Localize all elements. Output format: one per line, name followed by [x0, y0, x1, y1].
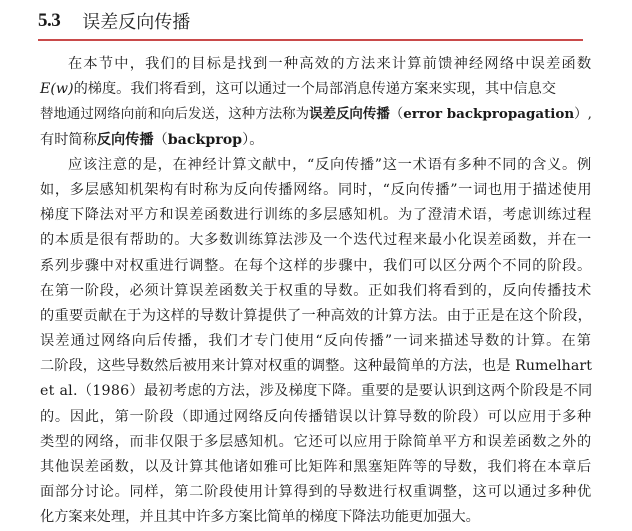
body-text	[40, 52, 592, 531]
text-line: 在第一阶段，必须计算误差函数关于权重的导数。正如我们将看到的，反向传播技术	[40, 282, 592, 299]
text-line: 的重要贡献在于为这样的导数计算提供了一种高效的计算方法。由于正是在这个阶段，	[40, 307, 593, 324]
term-english-bold: backprop	[167, 131, 243, 148]
text-line: 如，多层感知机架构有时称为反向传播网络。同时，“反向传播”一词也用于描述使用	[40, 181, 593, 198]
text-line: 的。因此，第一阶段（即通过网络反向传播错误以计算导数的阶段）可以应用于多种	[40, 408, 592, 425]
text-line: 其他误差函数，以及计算其他诸如雅可比矩阵和黑塞矩阵等的导数，我们将在本章后	[40, 459, 592, 475]
math-expression: E(w)	[40, 81, 74, 98]
text-line: E(w) 的梯度。我们将看到，这可以通过一个局部消息传递方案来实现，其中信息交	[40, 77, 592, 102]
text-line: 化方案来处理，并且其中许多方案比简单的梯度下降法功能更加强大。	[40, 509, 480, 526]
text-line: 的本质是很有帮助的。大多数训练算法涉及一个迭代过程来最小化误差函数，并在一	[40, 232, 592, 249]
text-line: et al.（1986）最初考虑的方法，涉及梯度下降。重要的是要认识到这两个阶段是不同	[40, 383, 593, 400]
text-line: 面部分讨论。同样，第二阶段使用计算得到的导数进行权重调整，这可以通过多种优	[40, 484, 592, 501]
term-bold: 误差反向传播	[309, 106, 390, 123]
text-line: 系列步骤中对权重进行调整。在每个这样的步骤中，我们可以区分两个不同的阶段。	[40, 257, 592, 274]
text-line: 梯度下降法对平方和误差函数进行训练的多层感知机。为了澄清术语，考虑训练过程	[40, 207, 592, 224]
text-line: 误差通过网络向后传播，我们才专门使用“反向传播”一词来描述导数的计算。在第	[40, 333, 593, 350]
text-line: 替地通过网络向前和向后发送，这种方法称为 误差反向传播 （ error backpropagation ）,	[40, 102, 592, 127]
text-line: 二阶段，这些导数然后被用来计算对权重的调整。这种最简单的方法，也是 Rumelhart	[40, 358, 592, 375]
term-bold: 反向传播	[96, 131, 154, 148]
term-english-bold: error backpropagation	[403, 106, 575, 123]
text-line: 有时简称 反向传播 （ backprop ）。	[40, 128, 592, 153]
section-number: 5.3	[38, 10, 61, 31]
text-line: 在本节中，我们的目标是找到一种高效的方法来计算前馈神经网络中误差函数	[68, 56, 593, 72]
text-line: 应该注意的是，在神经计算文献中，“反向传播”这一术语有多种不同的含义。例	[68, 156, 592, 173]
heading-rule	[38, 39, 583, 41]
text-line: 类型的网络，而非仅限于多层感知机。它还可以应用于除简单平方和误差函数之外的	[40, 433, 592, 450]
section-heading	[38, 8, 190, 34]
section-title: 误差反向传播	[82, 12, 191, 33]
